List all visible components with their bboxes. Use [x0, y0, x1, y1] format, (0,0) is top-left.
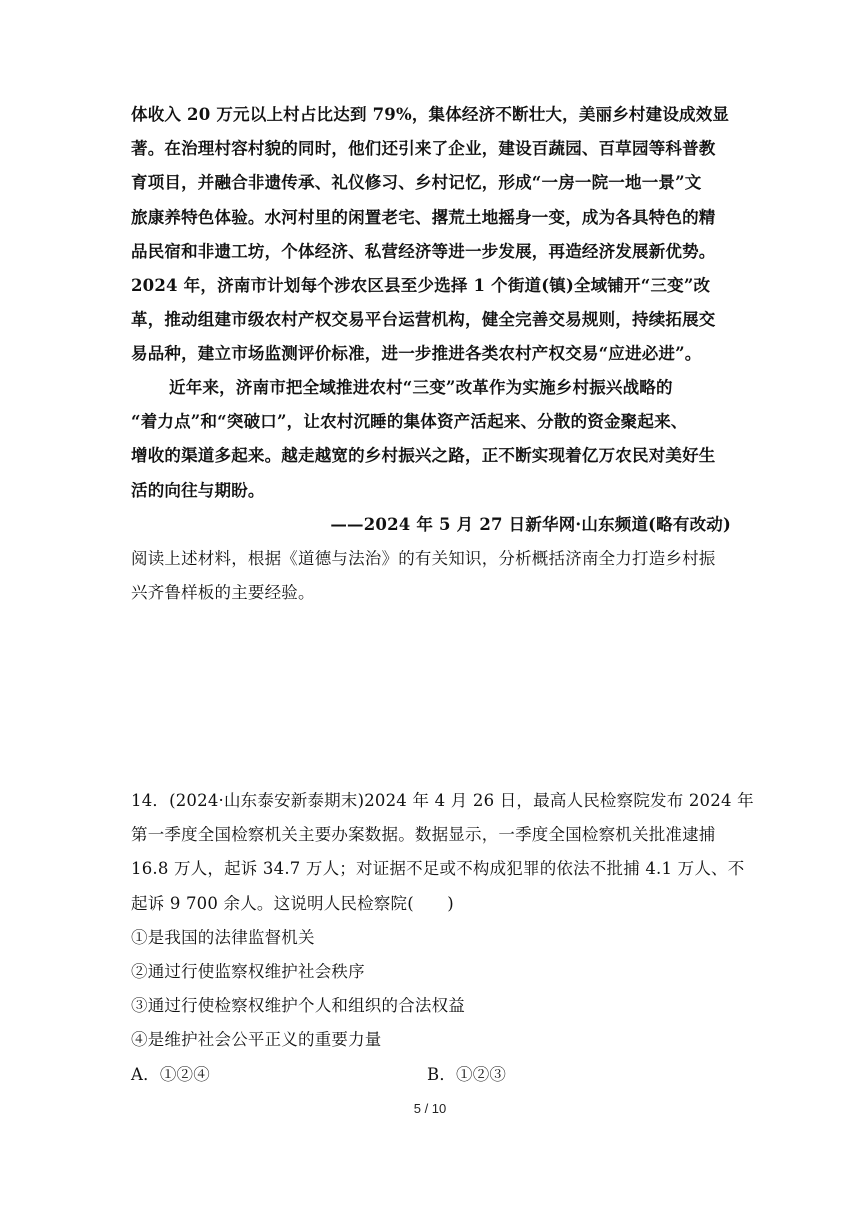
text-line: “着力点”和“突破口”，让农村沉睡的集体资产活起来、分散的资金聚起来、 — [131, 412, 688, 432]
question-stem-line: 16.8 万人，起诉 34.7 万人；对证据不足或不构成犯罪的依法不批捕 4.1 万人、不 — [131, 859, 745, 879]
option-b: B．①②③ — [427, 1064, 507, 1084]
text-line: 易品种，建立市场监测评价标准，进一步推进各类农村产权交易“应进必进”。 — [131, 344, 702, 364]
text-line: 增收的渠道多起来。越走越宽的乡村振兴之路，正不断实现着亿万农民对美好生 — [131, 446, 716, 466]
option-a: A．①②④ — [131, 1064, 210, 1084]
material-paragraph-2 — [131, 371, 731, 508]
text-line: 旅康养特色体验。水河村里的闲置老宅、撂荒土地摇身一变，成为各具特色的精 — [131, 207, 716, 227]
statement-item: ③通过行使检察权维护个人和组织的合法权益 — [131, 996, 465, 1016]
source-citation — [131, 508, 731, 542]
text-line: 育项目，并融合非遗传承、礼仪修习、乡村记忆，形成“一房一院一地一景”文 — [131, 173, 702, 193]
answer-options — [131, 1058, 731, 1092]
text-line: 2024 年，济南市计划每个涉农区县至少选择 1 个街道(镇)全域铺开“三变”改 — [131, 275, 711, 295]
text-line: 品民宿和非遗工坊，个体经济、私营经济等进一步发展，再造经济发展新优势。 — [131, 241, 716, 261]
text-line: 活的向往与期盼。 — [131, 480, 265, 500]
text-line: 体收入 20 万元以上村占比达到 79%，集体经济不断壮大，美丽乡村建设成效显 — [131, 105, 730, 124]
question-stem-line: 14．(2024·山东泰安新泰期末)2024 年 4 月 26 日，最高人民检察院发布 2024 年 — [131, 791, 754, 810]
statement-item: ②通过行使监察权维护社会秩序 — [131, 961, 365, 981]
text-line: 兴齐鲁样板的主要经验。 — [131, 583, 315, 603]
material-question — [131, 542, 731, 610]
text-line: 革，推动组建市级农村产权交易平台运营机构，健全完善交易规则，持续拓展交 — [131, 310, 716, 330]
question-stem-line: 起诉 9 700 余人。这说明人民检察院( ) — [131, 893, 454, 913]
text-line: 著。在治理村容村貌的同时，他们还引来了企业，建设百蔬园、百草园等科普教 — [131, 139, 716, 159]
text-line: 近年来，济南市把全域推进农村“三变”改革作为实施乡村振兴战略的 — [169, 378, 673, 397]
question-stem-line: 第一季度全国检察机关主要办案数据。数据显示，一季度全国检察机关批准逮捕 — [131, 825, 716, 845]
question-14 — [131, 784, 754, 1092]
statement-item: ①是我国的法律监督机关 — [131, 927, 315, 947]
text-line: 阅读上述材料，根据《道德与法治》的有关知识，分析概括济南全力打造乡村振 — [131, 549, 716, 568]
material-paragraph-1 — [131, 98, 731, 372]
statement-item: ④是维护社会公平正义的重要力量 — [131, 1030, 382, 1050]
citation-text: ——2024 年 5 月 27 日新华网·山东频道(略有改动) — [330, 515, 731, 534]
page-number: 5 / 10 — [413, 1101, 447, 1116]
